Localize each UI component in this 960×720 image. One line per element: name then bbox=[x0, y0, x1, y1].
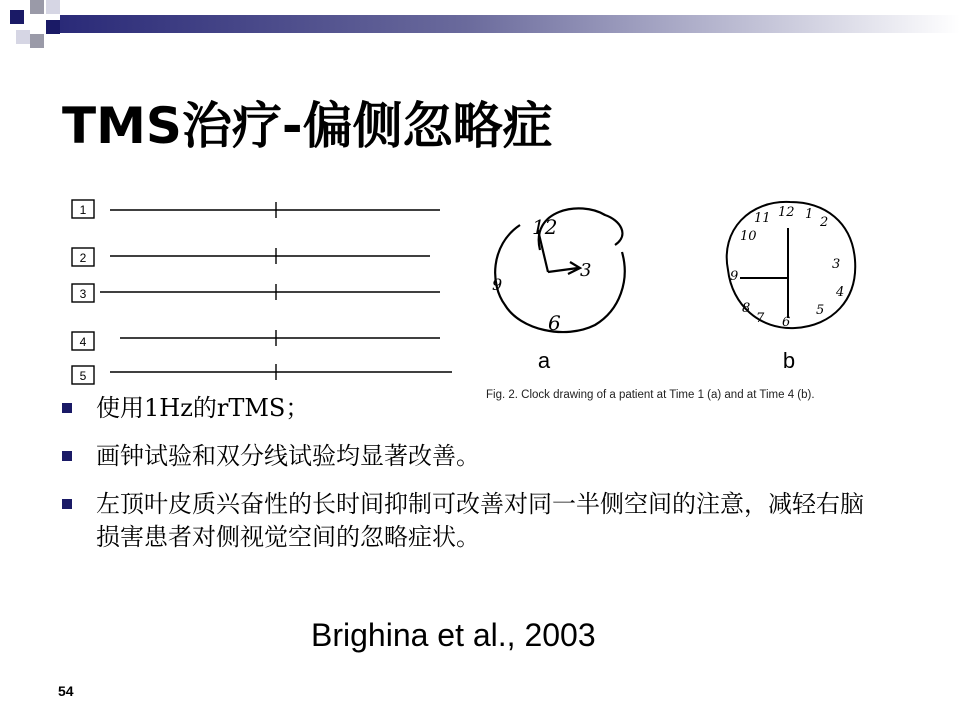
line-bisection-task bbox=[72, 200, 452, 384]
line-label-4: 4 bbox=[79, 335, 87, 349]
clock-b-number-11: 11 bbox=[754, 211, 771, 226]
deco-square-navy-2 bbox=[46, 20, 60, 34]
clock-b-number-6: 6 bbox=[782, 315, 791, 330]
clock-b-label: b bbox=[782, 348, 796, 373]
line-label-2: 2 bbox=[79, 251, 87, 265]
clock-b-number-1: 1 bbox=[805, 207, 814, 222]
clock-b-number-2: 2 bbox=[820, 215, 829, 230]
figure-caption: Fig. 2. Clock drawing of a patient at Time 1 (a) and at Time 4 (b). bbox=[486, 389, 815, 401]
citation: Brighina et al., 2003 bbox=[311, 617, 596, 653]
clock-b-number-4: 4 bbox=[836, 285, 845, 300]
bullet-text-1: 使用1Hz的rTMS； bbox=[96, 394, 310, 422]
deco-square-navy-1 bbox=[10, 10, 24, 24]
header-gradient-bar bbox=[60, 15, 960, 33]
clock-b-number-10: 10 bbox=[740, 229, 757, 244]
bullet-list bbox=[60, 392, 880, 569]
clock-a-number-3: 3 bbox=[580, 260, 592, 281]
deco-square-light-2 bbox=[16, 30, 30, 44]
bullet-item-3 bbox=[60, 488, 880, 554]
clock-a-label: a bbox=[537, 348, 551, 373]
slide-title: TMS治疗-偏侧忽略症 bbox=[62, 97, 553, 155]
line-labels bbox=[80, 203, 87, 383]
clock-b-number-3: 3 bbox=[832, 257, 841, 272]
bullet-marker bbox=[62, 499, 72, 509]
deco-square-gray-2 bbox=[30, 34, 44, 48]
line-label-5: 5 bbox=[79, 369, 87, 383]
bullet-text-3: 左顶叶皮质兴奋性的长时间抑制可改善对同一半侧空间的注意，减轻右脑损害患者对侧视觉空间的忽略症状。 bbox=[96, 490, 864, 551]
clock-a-number-9: 9 bbox=[492, 275, 503, 294]
clock-a-number-6: 6 bbox=[548, 311, 561, 335]
clock-b-number-9: 9 bbox=[730, 269, 739, 284]
bullet-item-2 bbox=[60, 440, 880, 473]
clock-drawing-figure bbox=[60, 190, 880, 390]
header-decoration bbox=[0, 0, 960, 60]
clock-b-number-7: 7 bbox=[756, 311, 765, 326]
bullet-item-1 bbox=[60, 392, 880, 425]
clock-b-number-12: 12 bbox=[778, 205, 795, 220]
clock-a-number-12: 12 bbox=[532, 215, 558, 239]
page-number: 54 bbox=[58, 683, 74, 699]
clock-b-number-8: 8 bbox=[742, 301, 751, 316]
bullet-marker bbox=[62, 403, 72, 413]
line-label-3: 3 bbox=[79, 287, 87, 301]
clock-b-number-5: 5 bbox=[816, 303, 825, 318]
bullet-marker bbox=[62, 451, 72, 461]
clock-a-numbers bbox=[492, 215, 591, 335]
deco-square-light-1 bbox=[46, 0, 60, 14]
bullet-text-2: 画钟试验和双分线试验均显著改善。 bbox=[96, 442, 480, 470]
line-label-1: 1 bbox=[79, 203, 87, 217]
deco-square-gray-1 bbox=[30, 0, 44, 14]
